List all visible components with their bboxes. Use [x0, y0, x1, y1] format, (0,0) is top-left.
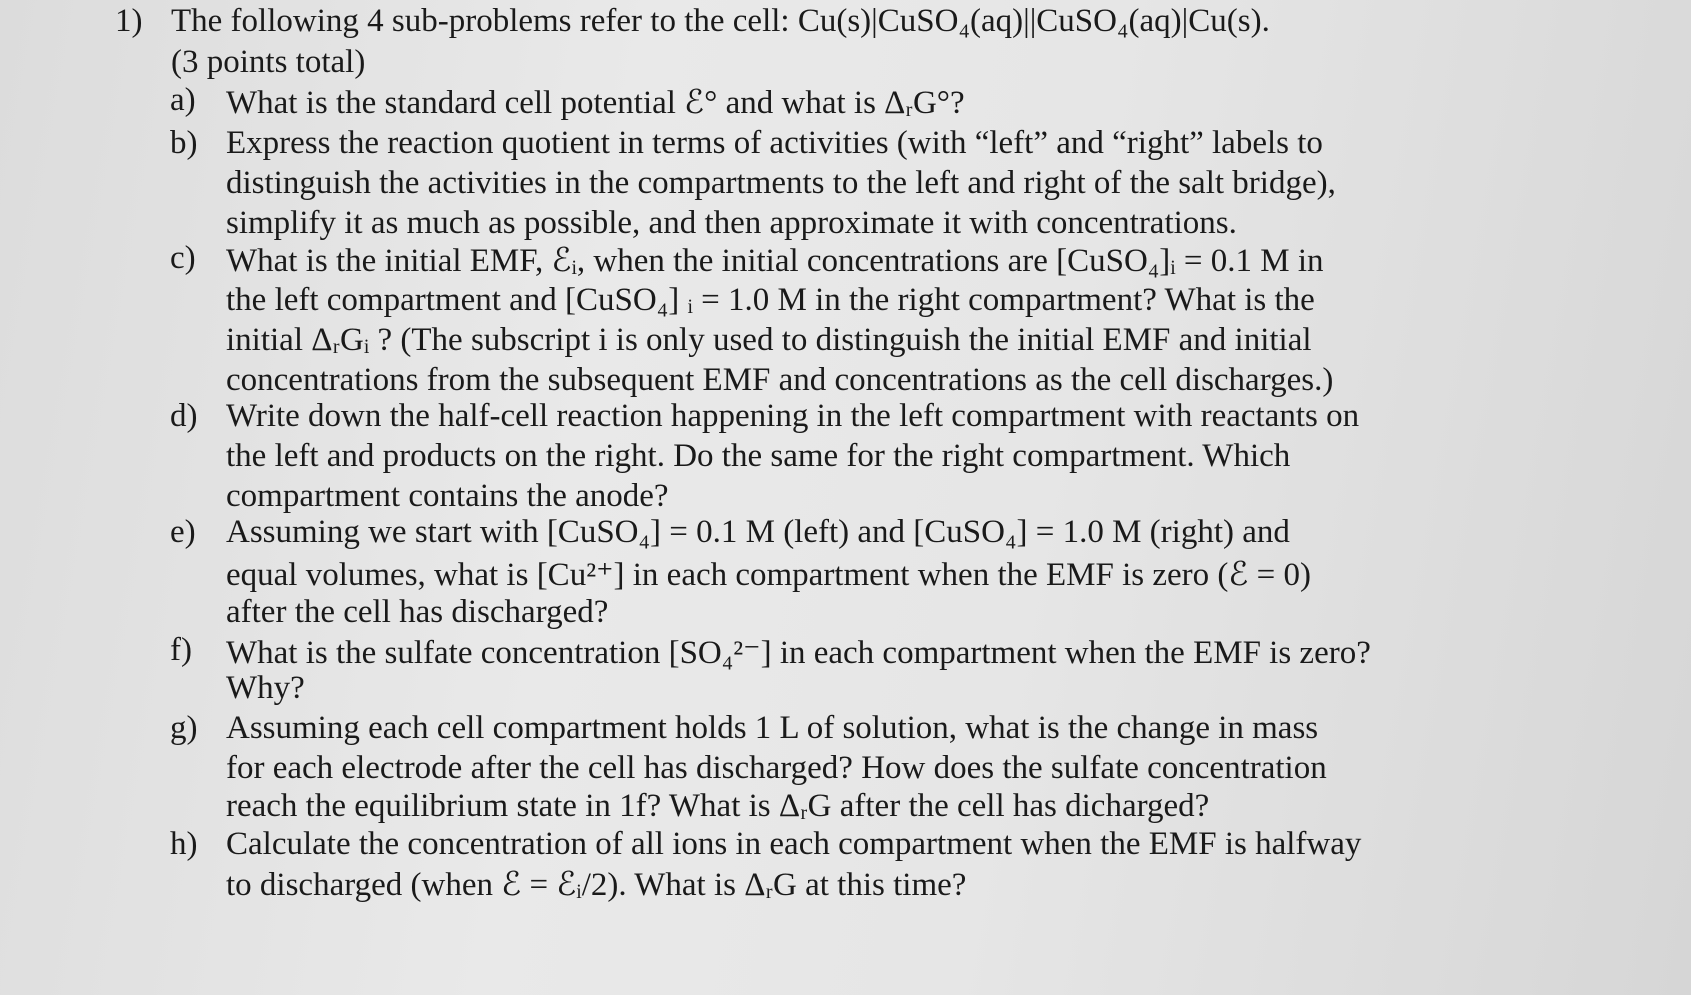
subproblem-line: reach the equilibrium state in 1f? What is ΔᵣG after the cell has dicharged?: [226, 788, 1210, 824]
problem-number: 1): [115, 3, 143, 39]
subproblem-line: the left and products on the right. Do the same for the right compartment. Which: [226, 438, 1291, 474]
subproblem-letter: e): [170, 514, 196, 550]
subproblem-letter: c): [170, 240, 196, 276]
subproblem-line: Write down the half-cell reaction happening in the left compartment with reactants on: [226, 398, 1360, 434]
subproblem-line: What is the sulfate concentration [SO₄²⁻] in each compartment when the EMF is zero?: [226, 635, 1371, 671]
subproblem-line: equal volumes, what is [Cu²⁺] in each compartment when the EMF is zero (ℰ = 0): [226, 557, 1311, 593]
subproblem-letter: g): [170, 710, 198, 746]
subproblem-line: for each electrode after the cell has discharged? How does the sulfate concentration: [226, 750, 1327, 786]
subproblem-letter: a): [170, 82, 196, 118]
subproblem-line: Calculate the concentration of all ions in each compartment when the EMF is halfway: [226, 826, 1362, 862]
subproblem-letter: d): [170, 398, 198, 434]
subproblem-line: concentrations from the subsequent EMF and concentrations as the cell discharges.): [226, 362, 1334, 398]
subproblem-line: What is the initial EMF, ℰᵢ, when the initial concentrations are [CuSO₄]ᵢ = 0.1 M in: [226, 243, 1324, 279]
subproblem-line: Why?: [226, 670, 305, 706]
subproblem-line: after the cell has discharged?: [226, 594, 609, 630]
subproblem-line: Assuming each cell compartment holds 1 L of solution, what is the change in mass: [226, 710, 1319, 746]
subproblem-letter: b): [170, 125, 198, 161]
subproblem-line: distinguish the activities in the compartments to the left and right of the salt bridge),: [226, 165, 1336, 201]
subproblem-line: What is the standard cell potential ℰ° and what is ΔᵣG°?: [226, 85, 965, 121]
subproblem-line: simplify it as much as possible, and then approximate it with concentrations.: [226, 205, 1237, 241]
subproblem-line: compartment contains the anode?: [226, 478, 669, 514]
subproblem-line: Assuming we start with [CuSO₄] = 0.1 M (left) and [CuSO₄] = 1.0 M (right) and: [226, 514, 1290, 550]
subproblem-line: Express the reaction quotient in terms of activities (with “left” and “right” labels to: [226, 125, 1323, 161]
subproblem-line: to discharged (when ℰ = ℰᵢ/2). What is ΔᵣG at this time?: [226, 867, 967, 903]
subproblem-line: initial ΔᵣGᵢ ? (The subscript i is only used to distinguish the initial EMF and initial: [226, 322, 1312, 358]
subproblem-letter: f): [170, 632, 192, 668]
subproblem-line: the left compartment and [CuSO₄] ᵢ = 1.0 M in the right compartment? What is the: [226, 282, 1315, 318]
subproblem-letter: h): [170, 826, 198, 862]
problem-points: (3 points total): [171, 44, 366, 80]
problem-intro: The following 4 sub-problems refer to the cell: Cu(s)|CuSO₄(aq)||CuSO₄(aq)|Cu(s).: [171, 3, 1270, 39]
